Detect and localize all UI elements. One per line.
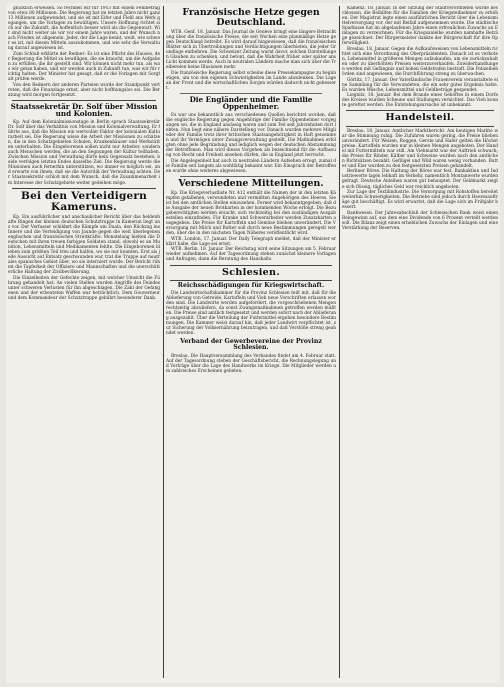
newspaper-page: [6, 3, 500, 683]
headline-hetze: Französische Hetze gegen Deutschland.: [182, 7, 320, 28]
article-text: Kamenz, 18. Januar. In der Sitzung der Stadtverordneten wurde beschlossen, die Beihilfen für die Familien der Kriegsteilnehmer zu erhöhen. Der Magistrat legte einen ausführlichen Bericht über die Lebensmittelversorgung vor, der mit Beifall aufgenommen wurde. Die städtische Sparkasse hat im abgelaufenen Jahre einen erfreulichen Zuwachs an Einlagen zu verzeichnen. Für die Kriegsanleihe wurden namhafte Beträge gezeichnet. Der Bürgermeister dankte der Bürgerschaft für ihre Opferwilligkeit.: [342, 6, 498, 47]
column-rule-right: [339, 6, 340, 678]
headline-oppenheimer: Die Engländer und die Familie Oppenheimer.: [189, 94, 313, 112]
article-text: Liegnitz, 18. Januar. Bei dem Brande eines Gehöftes in einem Dorfe des Kreises wurden Scheune und Stallungen vernichtet. Das Vieh konnte gerettet werden. Die Entstehungsursache ist unbekannt.: [342, 93, 498, 109]
headline-kriegswirtschaft: Reichsschädigungen für Kriegswirtschaft.: [177, 281, 325, 289]
article-text: Görlitz, 17. Januar. Der Vaterländische Frauenverein veranstaltete eine Sammlung für die Verwundeten, die ein sehr gutes Ergebnis hatte. Es wurden Wäsche, Lebensmittel und Geldbeträge gespendet.: [342, 77, 498, 93]
divider: [12, 100, 156, 101]
article-text: glücklich erweisen. So rechnen wir für 1913 mit einem Fehlbetrag von etwa 80 Millionen. Die Regierung hat im letzten Jahre nicht ganz 13 Millionen aufgewendet, und sie ist mit Eifer und Fleiß ans Werk gegangen, um die Vorlagen zu bewältigen. Unsere Hoffnung richtet sich auf die Zukunft, die hoffentlich besser wird als die Gegenwart. Wir sind nicht weiter als wir vor einem Jahre waren, und der Wunsch nach Frieden ist allgemein. Jeder, der die Lage kennt, weiß, wie schwer es ist, mit diesen Mitteln auszukommen, und wie sehr die Verwaltung darauf angewiesen ist.: [8, 6, 160, 52]
article-text: Es war uns bekanntlich aus verschiedenen Quellen berichtet worden, daß die englische Regierung gegen Angehörige der Familie Oppenheimer vorgegangen sei, die in England ansässig waren und zum Teil seit Jahrzehnten dort lebten. Nun liegt eine nähere Darstellung vor. Danach wurden mehrere Mitglieder der Familie trotz ihrer britischen Staatsangehörigkeit in Haft genommen und ihr Vermögen unter Zwangsverwaltung gestellt. Die Maßnahmen erfolgten ohne jede Begründung und lediglich wegen der deutschen Abstammung der Betroffenen. Man wird dieses Vorgehen als bezeichnend für die Auffassung von Recht und Freiheit ansehen dürfen, die in England jetzt herrscht.: [166, 112, 336, 159]
article-text: Die Landwirtschaftskammer für die Provinz Schlesien teilt mit, daß für die Ablieferung von Getreide, Kartoffeln und Vieh neue Vorschriften erlassen worden sind. Die Landwirte werden aufgefordert, die vorgeschriebenen Mengen rechtzeitig abzuliefern, da sonst Zwangsmaßnahmen getroffen werden müßten. Die Preise sind amtlich festgesetzt und werden sofort nach der Ablieferung ausgezahlt. Über die Verteilung der Futtermittel ergehen besondere Bestimmungen. Die Kammer weist darauf hin, daß jeder Landwirt verpflichtet ist, zur Sicherung der Volksernährung beizutragen, und daß Verstöße streng geahndet werden.: [166, 291, 336, 337]
divider: [12, 188, 156, 189]
article-text: Berliner Börse. Die Haltung der Börse war fest. Bankaktien und Industriewerte lagen lebhaft im Verkehr, namentlich Montanwerte wurden gefragt. Deutsche Anleihen waren gut behauptet. Der Geldmarkt zeigte sich flüssig, tägliches Geld war reichlich angeboten.: [342, 169, 498, 190]
headline-kamerun: Bei den Verteidigern Kameruns.: [21, 189, 147, 213]
column-rule-left: [163, 6, 164, 678]
divider: [170, 265, 332, 266]
article-text: Die Angelegenheit hat auch in neutralen Ländern Aufsehen erregt, zumal die Familie seit langem als wohltätig bekannt war. Ein Einspruch der Betroffenen wurde ohne weiteres abgewiesen.: [166, 158, 336, 174]
divider: [180, 93, 322, 94]
article-text: Kp. Ein ausführlicher und anschaulicher Bericht über das heldenhafte Ringen der kleinen deutschen Schutztruppe in Kamerun liegt uns vor. Der Verfasser schildert die Kämpfe um Duala, den Rückzug ins Innere und die Verteidigung von Jaunde gegen die weit überlegenen englischen und französischen Streitkräfte. Monatelang hielten die Deutschen mit ihren treuen farbigen Soldaten stand, obwohl es an Munition, Lebensmitteln und Medikamenten fehlte. Die Eingeborenen blieben zum größten Teil treu und halfen, wo sie nur konnten. Erst als jede Aussicht auf Entsatz geschwunden war, trat die Truppe auf neutrales spanisches Gebiet über, wo sie interniert wurde. Der Bericht rühmt die Tapferkeit der Offiziere und Mannschaften und die unerschütterliche Haltung der Zivilbevölkerung.: [8, 214, 160, 276]
divider: [346, 110, 494, 111]
divider: [170, 280, 332, 281]
article-text: Kp. Die Kriegsverlustliste Nr. 412 enthält die Namen der in den letzten Kämpfen gefallenen, verwundeten und vermißten Angehörigen des Heeres. Sie ist bei den amtlichen Stellen einzusehen. Ferner wird bekanntgegeben, daß die Ausgabe der neuen Brotkarten in der kommenden Woche erfolgt. Die Bezugsberechtigten werden ersucht, sich rechtzeitig bei den zuständigen Ausgabestellen einzufinden. Für Kranke und Schwerarbeiter werden Zusatzkarten ausgegeben. Die Preise für Kartoffeln und Gemüse bleiben unverändert. Die Versorgung mit Milch und Butter soll durch neue Bestimmungen geregelt werden, über die in den nächsten Tagen Näheres veröffentlicht wird.: [166, 190, 336, 237]
article-text: Breslau, 18. Januar. Amtlicher Marktbericht. Am heutigen Markte war die Stimmung ruhig. Die Zufuhren waren gering, die Preise blieben unverändert. Für Weizen, Roggen, Gerste und Hafer gelten die Höchstpreise. Kartoffeln wurden nur in kleinen Mengen angeboten. Der Handel mit Futtermitteln war still. Am Viehmarkt war der Auftrieb schwach; die Preise für Rinder, Kälber und Schweine wurden nach den amtlichen Richtsätzen bezahlt. Geflügel und Wild waren wenig vorhanden. Butter und Eier wurden zu den festgesetzten Preisen gehandelt.: [342, 128, 498, 169]
article-text: WTB. Genf, 18. Januar. Das Journal de Genève bringt eine längere Betrachtung über die französische Presse, die seit Wochen eine planmäßige Hetze gegen Deutschland betreibt. Es wird darauf hingewiesen, daß die französischen Blätter sich in Übertreibungen und Verdächtigungen überbieten, die jeder Grundlage entbehren. Die Schweizer Zeitung warnt davor, solchen Darstellungen Glauben zu schenken, und betont, daß die Wahrheit früher oder später ans Licht kommen werde. Auch in neutralen Ländern mache man sich über die Treibereien keine Illusionen mehr.: [166, 29, 336, 71]
article-text: Breslau, 18. Januar. Gegen die Aufkaufsweisen von Lebensmitteln richtet sich eine Verordnung des Oberpräsidenten. Danach ist es verboten, Lebensmittel in größeren Mengen aufzukaufen, um sie zurückzuhalten oder zu überhöhten Preisen weiterzuverkaufen. Zuwiderhandlungen werden mit Gefängnis und hohen Geldstrafen bestraft. Die Polizeibehörden sind angewiesen, die Durchführung streng zu überwachen.: [342, 46, 498, 78]
column-middle: [166, 6, 336, 678]
column-left: [8, 6, 160, 678]
headline-mitteilungen: Verschiedene Mitteilungen.: [178, 178, 324, 189]
section-heading-handelsteil: Handelsteil.: [385, 112, 455, 124]
divider: [180, 176, 322, 177]
article-text: Zum Schluß erklärte der Redner: Es ist eine Pflicht des Hauses, der Regierung die Mittel zu bewilligen, die sie braucht, um die Aufgaben zu erfüllen, die ihr gestellt sind. Wir können nicht mehr tun, als was wir getan haben, und wir werden auch in Zukunft tun, was wir für richtig halten. Der Minister hat gesagt, daß er die Vorlagen mit Sorgfalt prüfen werde.: [8, 51, 160, 83]
article-text: Die Einzelheiten der Gefechte zeigen, mit welcher Umsicht die Führung gehandelt hat. An vielen Stellen wurden Angriffe des Feindes unter schweren Verlusten für ihn abgeschlagen. Die Zahl der Gefangenen und der erbeuteten Waffen war beträchtlich. Dem Gouverneur und dem Kommandeur der Schutztruppe gebührt besonderer Dank.: [8, 275, 160, 301]
article-text: Von den Rednern der anderen Parteien wurde der Standpunkt vertreten, daß die Finanzlage ernst, aber nicht hoffnungslos sei. Die Beratung wird morgen fortgesetzt.: [8, 82, 160, 98]
article-text: Die französische Regierung selbst scheine diese Pressekampagne zu begünstigen, um von den eigenen Schwierigkeiten im Lande abzulenken. Die Lage an der Front und die wirtschaftlichen Sorgen würden dadurch nicht gebessert.: [166, 70, 336, 91]
article-text: WTB. Berlin, 18. Januar. Der Reichstag wird seine Sitzungen am 5. Februar wieder aufnehmen. Auf der Tagesordnung stehen zunächst kleinere Vorlagen und Anfragen, dann die Beratung des Haushalts.: [166, 247, 336, 263]
headline-gewerbevereine: Verband der Gewerbevereine der Provinz Schlesien.: [180, 337, 322, 352]
column-right: [342, 6, 498, 678]
divider: [346, 126, 494, 127]
article-text: Bankwesen. Der Jahresabschluß der Schlesischen Bank weist einen Reingewinn auf, aus dem eine Dividende von 6 Prozent verteilt werden soll. Die Bilanz zeigt einen erheblichen Zuwachs der Einlagen und eine Verstärkung der Reserven.: [342, 210, 498, 231]
article-text: Zur Lage der Textilindustrie. Die Versorgung mit Rohstoffen bereitet weiterhin Schwierigkeiten. Die Betriebe sind jedoch durch Heeresaufträge gut beschäftigt. Es wird erwartet, daß die Lage sich im Frühjahr bessert.: [342, 190, 498, 211]
article-text: WTB. London, 17. Januar. Der Daily Telegraph meldet, daß der Minister erklärt habe, die Lage sei ernst.: [166, 236, 336, 247]
section-heading-schlesien: Schlesien.: [222, 266, 280, 278]
article-text: Kp. Auf dem Kolonialmissionstage in Berlin sprach Staatssekretär Dr. Solf über das Verhältnis von Mission und Kolonialverwaltung. Er führte aus, daß die Mission ein wertvoller Faktor der kolonialen Kulturarbeit sei. Die Regierung wisse die Arbeit der Missionen zu schätzen, die in den Schutzgebieten Schulen, Krankenhäuser und Werkstätten unterhalten. Die Eingeborenen sollen nicht nur Arbeiter, sondern auch Menschen werden, die an den Segnungen der Kultur teilhaben. Zwischen Mission und Verwaltung dürfe kein Gegensatz bestehen; beide verfolgen letzten Endes dasselbe Ziel. Die Regierung werde die Missionen auch fernerhin unterstützen, wo immer es möglich sei, und erwarte von ihnen, daß sie die Autorität der Verwaltung achten. Der Staatssekretär schloß mit dem Wunsch, daß die Zusammenarbeit im Interesse der Schutzgebiete weiter gedeihen möge.: [8, 119, 160, 186]
headline-solf: Staatssekretär Dr. Solf über Mission und Kolonien.: [10, 101, 158, 119]
article-text: Breslau. Die Hauptversammlung des Verbandes findet am 4. Februar statt. Auf der Tagesordnung stehen der Geschäftsbericht, die Rechnungslegung und Vorträge über die Lage des Handwerks im Kriege. Die Mitglieder werden um zahlreiches Erscheinen gebeten.: [166, 353, 336, 374]
